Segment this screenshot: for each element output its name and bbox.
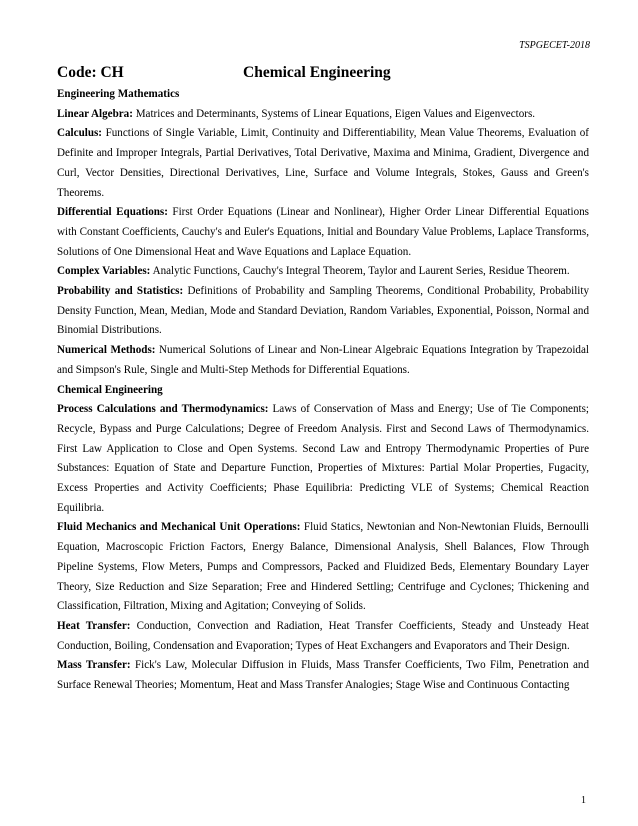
topic-body: Matrices and Determinants, Systems of Linear Equations, Eigen Values and Eigenvectors.	[135, 107, 536, 120]
syllabus-content	[57, 85, 589, 696]
topic-body: Fick's Law, Molecular Diffusion in Fluids, Mass Transfer Coefficients, Two Film, Penetration and Surface Renewal Theories; Momentum, Heat and Mass Transfer Analogies; Stage Wise and Continuous Contacting	[57, 659, 589, 692]
topic-heading: Heat Transfer:	[57, 619, 131, 632]
topic-body: Laws of Conservation of Mass and Energy; Use of Tie Components; Recycle, Bypass and Purge Calculations; Degree of Freedom Analysis. First and Second Laws of Thermodynamics. First Law Application to Close and Open Systems. Second Law and Entropy Thermodynamic Properties of Pure Substances: Equation of State and Departure Function, Properties of Mixtures: Partial Molar Properties, Fugacity, Excess Properties and Activity Coefficients; Phase Equilibria: Predicting VLE of Systems; Chemical Reaction Equilibria.	[57, 403, 589, 514]
document-code-header: TSPGECET-2018	[519, 40, 590, 51]
topic-heading: Fluid Mechanics and Mechanical Unit Operations:	[57, 521, 301, 534]
topic-body: Conduction, Convection and Radiation, Heat Transfer Coefficients, Steady and Unsteady Heat Conduction, Boiling, Condensation and Evaporation; Types of Heat Exchangers and Evaporators and Their Design.	[57, 619, 589, 652]
topic-heading: Numerical Methods:	[57, 344, 156, 357]
topic-heading: Differential Equations:	[57, 206, 168, 219]
topic-heading: Probability and Statistics:	[57, 285, 184, 298]
topic-linear-algebra	[57, 105, 589, 125]
topic-heading: Complex Variables:	[57, 265, 151, 278]
topic-body: First Order Equations (Linear and Nonlinear), Higher Order Linear Differential Equations with Constant Coefficients, Cauchy's and Euler's Equations, Initial and Boundary Value Problems, Laplace Transforms, Solutions of One Dimensional Heat and Wave Equations and Laplace Equation.	[57, 206, 589, 258]
topic-body: Numerical Solutions of Linear and Non-Linear Algebraic Equations Integration by Trapezoidal and Simpson's Rule, Single and Multi-Step Methods for Differential Equations.	[57, 344, 589, 376]
topic-heading: Calculus:	[57, 127, 102, 140]
topic-process-calculations	[57, 400, 589, 518]
topic-heading: Mass Transfer:	[57, 659, 131, 672]
topic-mass-transfer	[57, 656, 589, 695]
title-row	[57, 64, 597, 84]
topic-body: Fluid Statics, Newtonian and Non-Newtonian Fluids, Bernoulli Equation, Macroscopic Friction Factors, Energy Balance, Dimensional Analysis, Shell Balances, Flow Through Pipeline Systems, Flow Meters, Pumps and Compressors, Packed and Fluidized Beds, Elementary Boundary Layer Theory, Size Reduction and Size Separation; Free and Hindered Settling; Centrifuge and Cyclones; Thickening and Classification, Filtration, Mixing and Agitation; Conveying of Solids.	[57, 521, 589, 613]
topic-heat-transfer	[57, 617, 589, 656]
topic-numerical-methods	[57, 341, 589, 380]
topic-differential-equations	[57, 203, 589, 262]
topic-fluid-mechanics	[57, 518, 589, 617]
topic-body: Analytic Functions, Cauchy's Integral Theorem, Taylor and Laurent Series, Residue Theorem.	[152, 265, 570, 278]
topic-body: Functions of Single Variable, Limit, Continuity and Differentiability, Mean Value Theorems, Evaluation of Definite and Improper Integrals, Partial Derivatives, Total Derivative, Maxima and Minima, Gradient, Divergence and Curl, Vector Densities, Directional Derivatives, Line, Surface and Volume Integrals, Stokes, Gauss and Green's Theorems.	[57, 127, 589, 199]
topic-body: Definitions of Probability and Sampling Theorems, Conditional Probability, Probability Density Function, Mean, Median, Mode and Standard Deviation, Random Variables, Exponential, Poisson, Normal and Binomial Distributions.	[57, 285, 589, 337]
topic-heading: Process Calculations and Thermodynamics:	[57, 403, 269, 416]
subject-title: Chemical Engineering	[243, 64, 391, 81]
topic-heading: Linear Algebra:	[57, 107, 133, 120]
section-heading-engineering-mathematics: Engineering Mathematics	[57, 88, 180, 100]
topic-complex-variables	[57, 262, 589, 282]
topic-calculus	[57, 124, 589, 203]
section-heading-chemical-engineering: Chemical Engineering	[57, 383, 163, 396]
page-number: 1	[581, 795, 586, 806]
topic-probability-and-statistics	[57, 282, 589, 341]
subject-code: Code: CH	[57, 64, 124, 81]
